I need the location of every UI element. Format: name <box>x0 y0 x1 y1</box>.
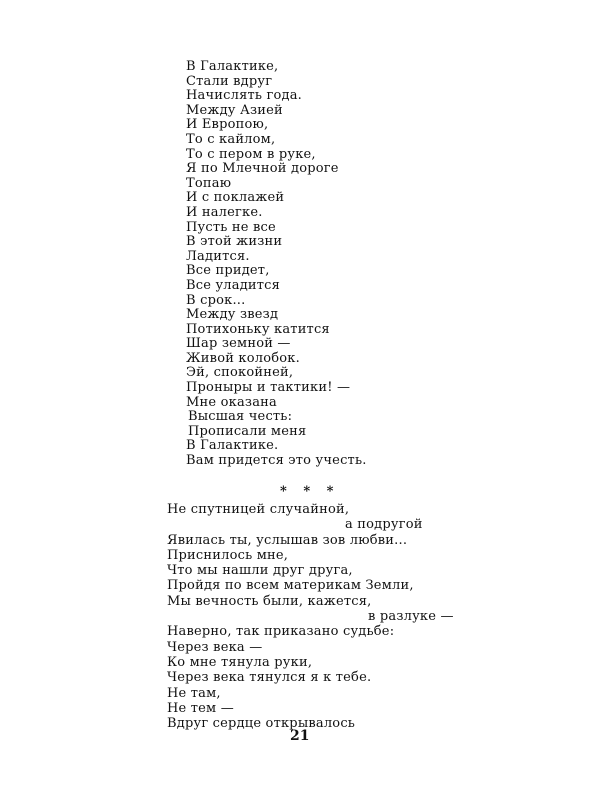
poem-line: Высшая честь: <box>188 409 293 425</box>
poem-line: И с поклажей <box>186 190 285 206</box>
poem-line: Мне оказана <box>186 394 277 410</box>
poem-line: В Галактике, <box>186 59 279 74</box>
poem-line: Между звезд <box>186 307 279 323</box>
poem-line: Потихоньку катится <box>186 321 330 337</box>
poem-line: Вам придется это учесть. <box>186 453 367 469</box>
poem-line: Мы вечность были, кажется, <box>167 593 372 609</box>
poem-line: Не спутницей случайной, <box>167 502 350 517</box>
poem-companion <box>167 502 454 731</box>
poem-galaxy <box>186 60 367 469</box>
poem-line: Проныры и тактики! — <box>186 380 351 396</box>
poem-line: Топаю <box>186 175 232 191</box>
poem-line: В Галактике. <box>186 438 279 454</box>
poem-line: Не там, <box>167 685 221 701</box>
poem-line: Через века тянулся я к тебе. <box>167 670 372 686</box>
poem-line: в разлуке — <box>368 609 454 625</box>
section-separator: * * * <box>280 484 340 499</box>
poem-line: Через века — <box>167 639 263 655</box>
poem-line: Эй, спокойней, <box>186 365 294 381</box>
poem-line: Ко мне тянула руки, <box>167 654 313 670</box>
poem-line: Вдруг сердце открывалось <box>167 716 356 732</box>
poem-line: Приснилось мне, <box>167 547 289 563</box>
poem-line: Что мы нашли друг друга, <box>167 563 353 579</box>
poem-line: Все придет, <box>186 263 270 279</box>
poem-line: Прописали меня <box>188 423 307 439</box>
poem-line: Пусть не все <box>186 219 276 235</box>
poem-line: Я по Млечной дороге <box>186 161 339 177</box>
poem-line: В срок... <box>186 292 246 308</box>
poem-line: В этой жизни <box>186 234 283 250</box>
page-number: 21 <box>290 728 310 744</box>
poem-line: И налегке. <box>186 204 263 220</box>
poem-line: Явилась ты, услышав зов любви... <box>167 532 408 548</box>
poem-line: а подругой <box>345 517 423 533</box>
poem-line: Все уладится <box>186 277 281 293</box>
poem-line: Не тем — <box>167 700 234 716</box>
poem-line: Наверно, так приказано судьбе: <box>167 624 395 640</box>
poem-line: Пройдя по всем материкам Земли, <box>167 578 414 594</box>
poem-line: Шар земной — <box>186 336 291 352</box>
poem-line: Начислять года. <box>186 88 303 104</box>
poem-line: Живой колобок. <box>186 350 300 366</box>
poem-line: То с кайлом, <box>186 131 276 147</box>
poem-line: Стали вдруг <box>186 73 273 89</box>
poem-line: Ладится. <box>186 248 250 264</box>
poem-line: И Европою, <box>186 117 269 133</box>
poem-line: То с пером в руке, <box>186 146 316 162</box>
poem-line: Между Азией <box>186 102 283 118</box>
